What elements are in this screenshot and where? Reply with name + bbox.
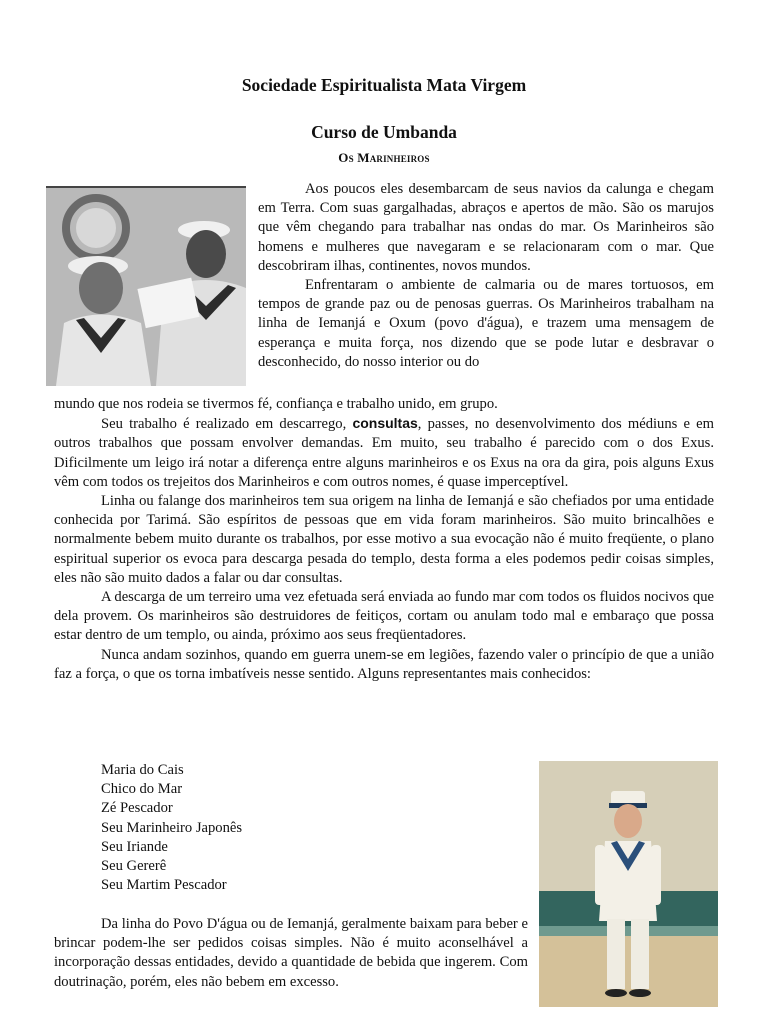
- paragraph-7: Da linha do Povo D'água ou de Iemanjá, geralmente baixam para beber e brincar podem-lhe ser pedidos coisas simples. Não é muito aconselhável a incorporação dessas entidades, devido a quantidade de bebida que ingerem. Com doutrinação, porém, eles não bebem em excesso.: [54, 916, 528, 990]
- intro-paragraph-2-continued: mundo que nos rodeia se tivermos fé, confiança e trabalho unido, em grupo.: [54, 396, 498, 412]
- paragraph-3: [54, 414, 714, 492]
- body-text: [54, 395, 714, 684]
- list-item: Seu Martim Pescador: [101, 877, 227, 894]
- document-subtitle: Curso de Umbanda: [311, 122, 457, 142]
- intro-paragraph-2: Enfrentaram o ambiente de calmaria ou de mares tortuosos, em tempos de grande paz ou de penosas guerras. Os Marinheiros trabalham na linha de Iemanjá e Oxum (povo d'água), e trazem uma mensagem de esperança e muita força, nos dizendo que se pode lutar e desbravar o desconhecido, do nosso interior ou do: [258, 277, 714, 370]
- document-title: Sociedade Espiritualista Mata Virgem: [241, 75, 527, 95]
- paragraph-4: Linha ou falange dos marinheiros tem sua origem na linha de Iemanjá e são chefiados por uma entidade conhecida por Tarimá. São espíritos de pessoas que em vida foram marinheiros. São muito brincalhões e normalmente bebem muito durante os trabalhos, por esse motivo a sua evocação não é muito freqüente, o plano espiritual superior os evoca para descarga pesada do templo, desta forma a eles podemos pedir coisas simples, eles não são muito dados a falar ou dar consultas.: [54, 493, 714, 586]
- list-item: Maria do Cais: [101, 762, 184, 778]
- paragraph-3-start: Seu trabalho é realizado em descarrego,: [101, 416, 347, 433]
- sailor-painting: [539, 761, 718, 1007]
- intro-text: [258, 180, 714, 372]
- list-item: Seu Marinheiro Japonês: [101, 819, 243, 836]
- list-item: Seu Iriande: [101, 838, 168, 855]
- sailor-painting-illustration: [539, 761, 718, 1007]
- closing-text: [54, 915, 528, 992]
- list-item: Zé Pescador: [101, 800, 173, 817]
- paragraph-3-end: , passes, no desenvolvimento dos médiuns e em outros trabalhos que possam envolver demandas. Em muito, seu trabalho é parecido com o dos Exus. Dificilmente um leigo irá notar a diferença entre alguns marinheiros e os Exus na ora da gira, pois alguns Exus vêm com todos os trejeitos dos Marinheiros e com outros nomes, é quase imperceptível.: [54, 416, 714, 490]
- paragraph-6: Nunca andam sozinhos, quando em guerra unem-se em legiões, fazendo valer o princípio de que a união faz a força, o que os torna imbatíveis nesse sentido. Alguns representantes mais conhecidos:: [54, 646, 714, 682]
- sailors-photo: [46, 186, 246, 386]
- section-heading: Os Marinheiros: [338, 150, 430, 165]
- paragraph-5: A descarga de um terreiro uma vez efetuada será enviada ao fundo mar com todos os fluidos nocivos que dela provem. Os marinheiros são destruidores de feitiços, cortam ou anulam todo mal e embaraço que possa estar dentro de um templo, ou ainda, próximo aos seus freqüentadores.: [54, 589, 714, 644]
- representatives-list: [101, 761, 242, 895]
- list-item: Seu Gererê: [101, 857, 167, 874]
- sailors-photo-illustration: [46, 188, 246, 386]
- list-item: Chico do Mar: [101, 781, 183, 798]
- intro-paragraph-1: Aos poucos eles desembarcam de seus navios da calunga e chegam em Terra. Com suas gargalhadas, abraços e apertos de mão. São os marujos que vêm chegando para trabalhar nas ondas do mar. Os Marinheiros são homens e mulheres que navegaram e se relacionaram com o mar. Que descobriram ilhas, continentes, novos mundos.: [258, 181, 714, 274]
- consultas-keyword: consultas: [352, 415, 418, 432]
